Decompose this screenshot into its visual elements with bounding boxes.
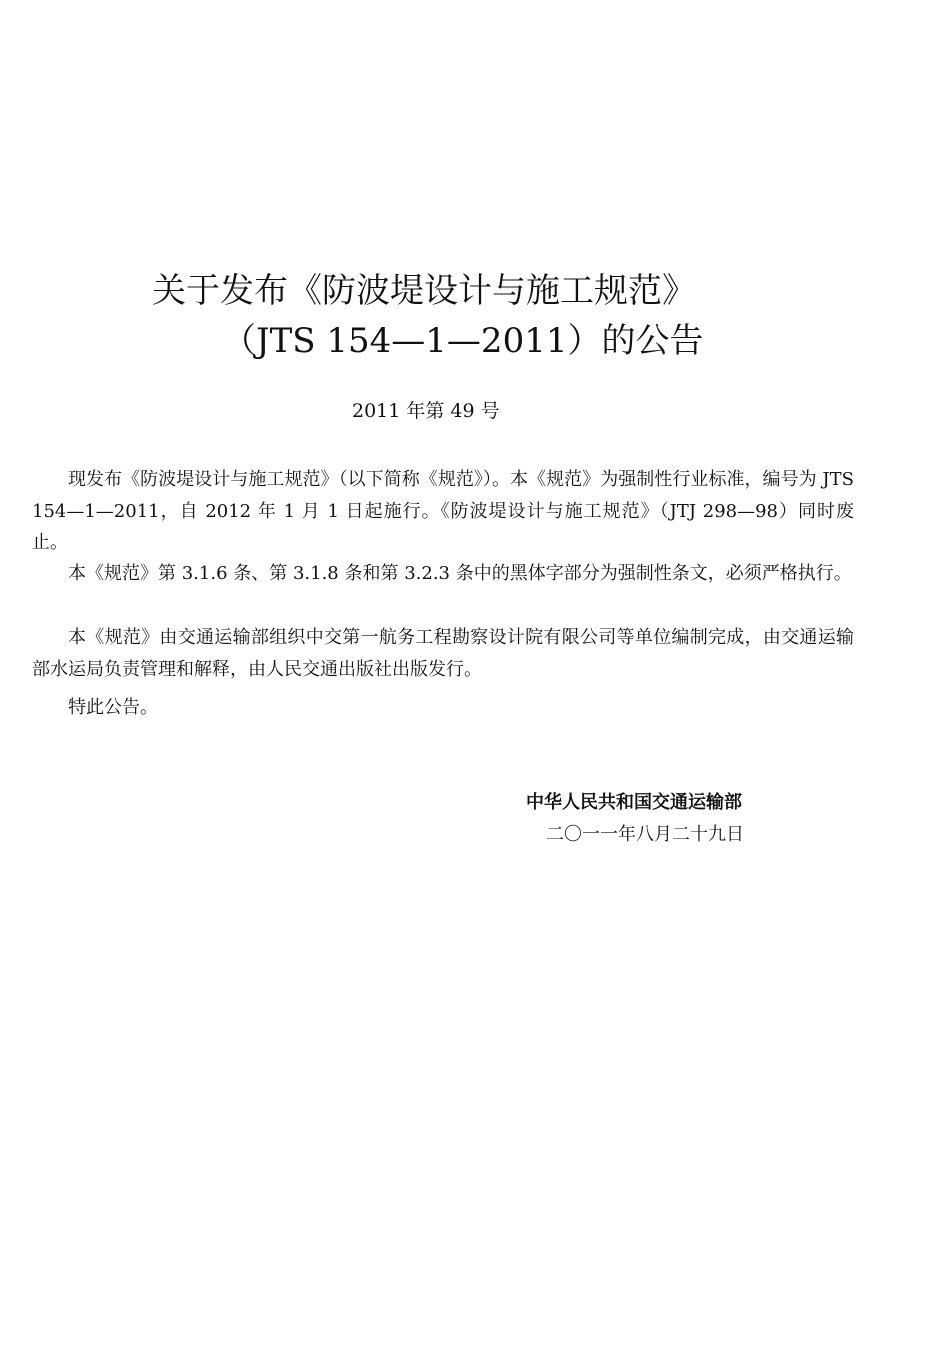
announcement-number: 2011 年第 49 号	[352, 400, 500, 422]
paragraph-closing: 特此公告。	[68, 697, 158, 718]
issue-date: 二〇一一年八月二十九日	[546, 824, 744, 845]
paragraph-publication: 现发布《防波堤设计与施工规范》（以下简称《规范》）。本《规范》为强制性行业标准，编号为 JTS 154—1—2011，自 2012 年 1 月 1 日起施行。《防波堤设计与施工规范》（JTJ 298—98）同时废止。	[32, 469, 854, 553]
issuing-organization: 中华人民共和国交通运输部	[526, 792, 742, 813]
announcement-title-line-2: （JTS 154—1—2011）的公告	[222, 321, 704, 361]
paragraph-mandatory-clauses: 本《规范》第 3.1.6 条、第 3.1.8 条和第 3.2.3 条中的黑体字部分为强制性条文，必须严格执行。	[68, 563, 852, 584]
announcement-title-line-1: 关于发布《防波堤设计与施工规范》	[152, 271, 696, 311]
paragraph-compilation: 本《规范》由交通运输部组织中交第一航务工程勘察设计院有限公司等单位编制完成，由交通运输部水运局负责管理和解释，由人民交通出版社出版发行。	[32, 627, 854, 680]
